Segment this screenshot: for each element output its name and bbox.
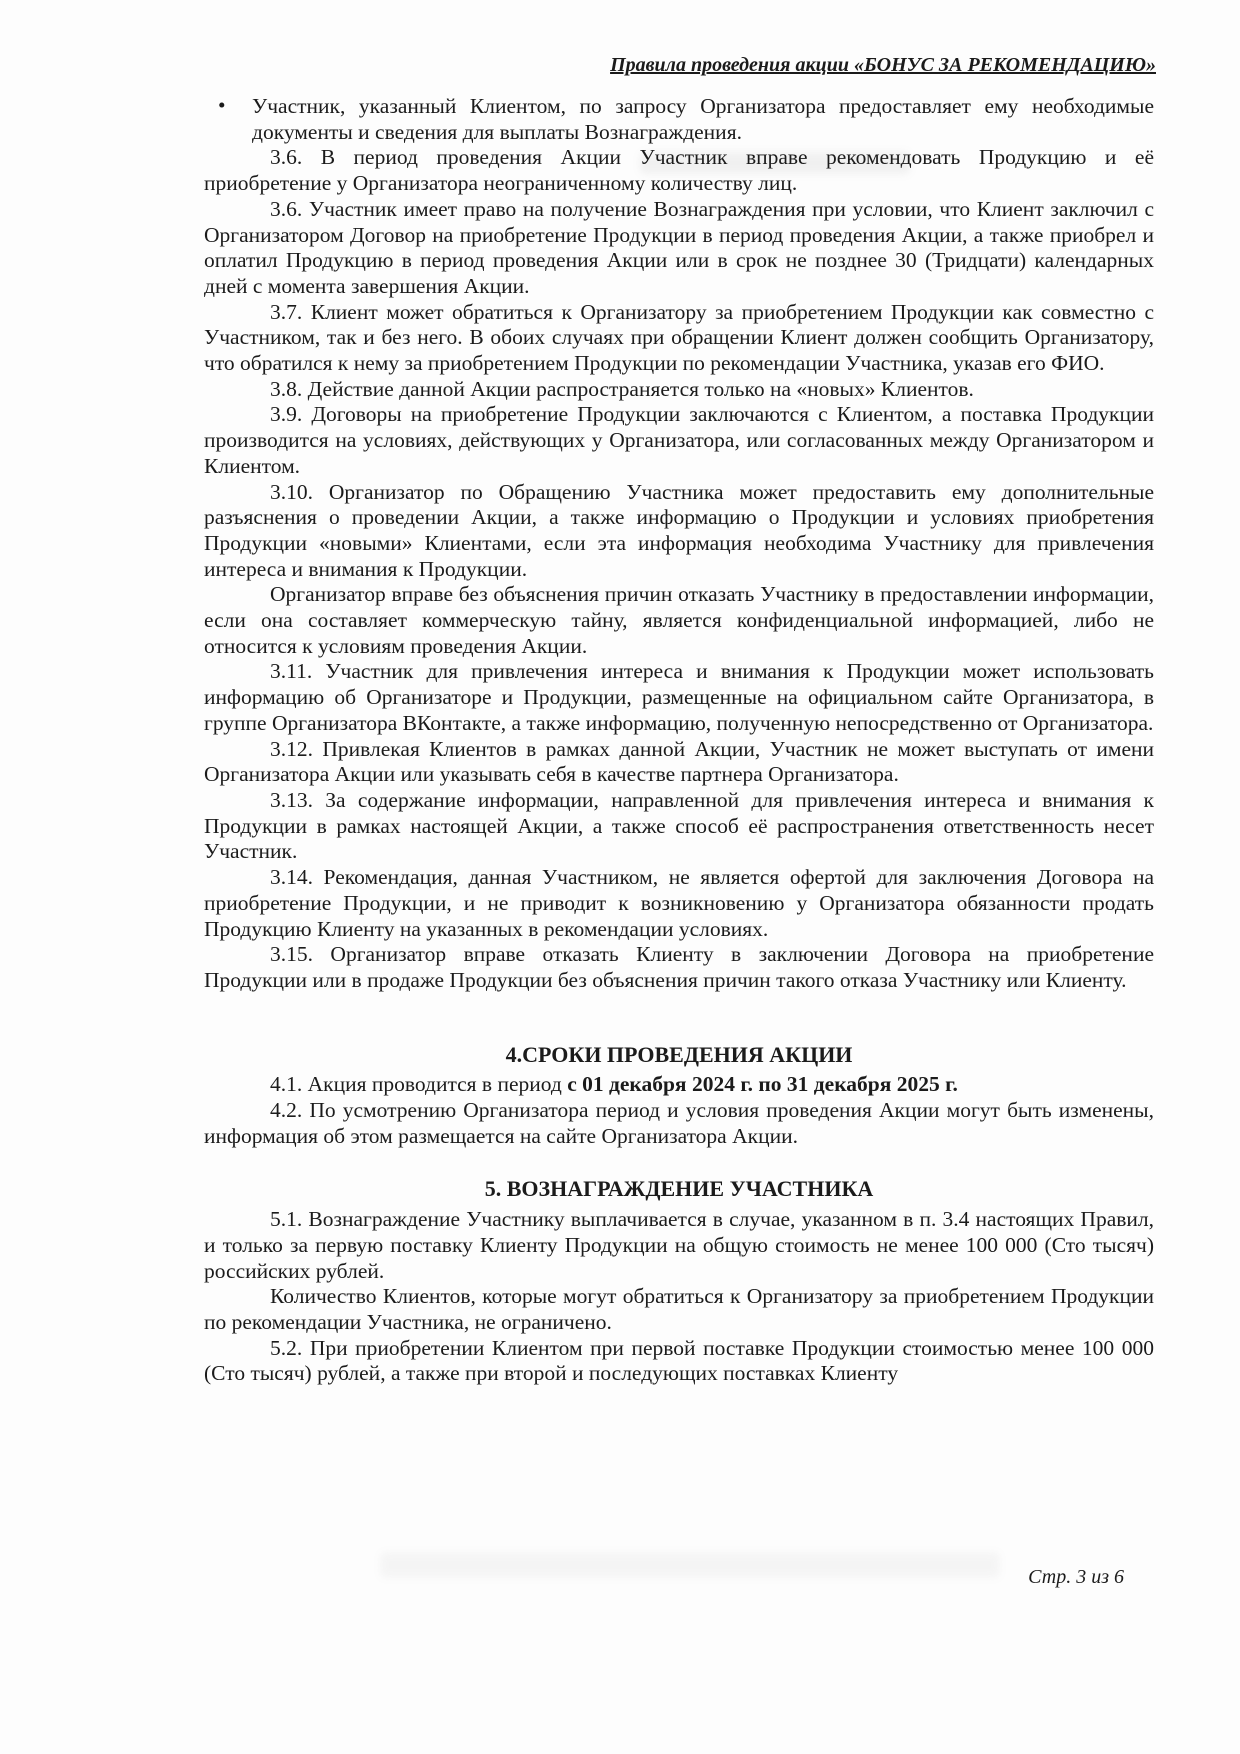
list-item xyxy=(204,94,1154,145)
bullet-icon: • xyxy=(218,93,226,117)
paragraph-3-15: 3.15. Организатор вправе отказать Клиенту в заключении Договора на приобретение Продукции или в продаже Продукции без объяснения причин такого отказа Участнику или Клиенту. xyxy=(204,942,1154,992)
paragraph-3-13: 3.13. За содержание информации, направленной для привлечения интереса и внимания к Продукции в рамках настоящей Акции, а также способ её распространения ответственность несет Участник. xyxy=(204,787,1154,864)
section-5-heading: 5. ВОЗНАГРАЖДЕНИЕ УЧАСТНИКА xyxy=(484,1176,874,1202)
paragraph-4-1-text: 4.1. Акция проводится в период xyxy=(270,1072,568,1097)
page-number: Стр. 3 из 6 xyxy=(1028,1566,1124,1588)
paragraph-5-1-note: Количество Клиентов, которые могут обратиться к Организатору за приобретением Продукции по рекомендации Участника, не ограничено. xyxy=(204,1284,1154,1334)
paragraph-3-6b: 3.6. Участник имеет право на получение Вознаграждения при условии, что Клиент заключил с Организатором Договор на приобретение Продукции в период проведения Акции, а также приобрел и оплатил Продукцию в период проведения Акции или в срок не позднее 30 (Тридцати) календарных дней с момента завершения Акции. xyxy=(204,196,1154,298)
paragraph-3-8: 3.8. Действие данной Акции распространяется только на «новых» Клиентов. xyxy=(270,376,974,401)
paragraph-4-1 xyxy=(204,1072,1154,1098)
paragraph-3-12: 3.12. Привлекая Клиентов в рамках данной Акции, Участник не может выступать от имени Организатора Акции или указывать себя в качестве партнера Организатора. xyxy=(204,736,1154,787)
running-header xyxy=(204,54,1156,77)
paragraph-5-1: 5.1. Вознаграждение Участнику выплачивается в случае, указанном в п. 3.4 настоящих Правил, и только за первую поставку Клиенту Продукции на общую стоимость не менее 100 000 (Сто тысяч) российских рублей. xyxy=(204,1207,1154,1283)
paragraph-3-9: 3.9. Договоры на приобретение Продукции заключаются с Клиентом, а поставка Продукции производится на условиях, действующих у Организатора, или согласованных между Организатором и Клиентом. xyxy=(204,402,1154,478)
paragraph-5-2: 5.2. При приобретении Клиентом при первой поставке Продукции стоимостью менее 100 000 (Сто тысяч) рублей, а также при второй и последующих поставках Клиенту xyxy=(204,1335,1154,1386)
document-body xyxy=(204,94,1154,1387)
running-header-title: Правила проведения акции «БОНУС ЗА РЕКОМЕНДАЦИЮ» xyxy=(610,54,1156,76)
paragraph-3-11: 3.11. Участник для привлечения интереса и внимания к Продукции может использовать информацию об Организаторе и Продукции, размещенные на официальном сайте Организатора, в группе Организатора ВКонтакте, а также информацию, полученную непосредственно от Организатора. xyxy=(204,659,1154,735)
paragraph-3-14: 3.14. Рекомендация, данная Участником, не является офертой для заключения Договора на приобретение Продукции, и не приводит к возникновению у Организатора обязанности продать Продукцию Клиенту на указанных в рекомендации условиях. xyxy=(204,865,1154,941)
paragraph-3-6a: 3.6. В период проведения Акции Участник вправе рекомендовать Продукцию и её приобретение у Организатора неограниченному количеству лиц. xyxy=(204,145,1154,196)
paragraph-4-1-dates: с 01 декабря 2024 г. по 31 декабря 2025 г. xyxy=(567,1072,958,1097)
list-item-text: Участник, указанный Клиентом, по запросу Организатора предоставляет ему необходимые документы и сведения для выплаты Вознаграждения. xyxy=(252,94,1154,144)
section-4-heading: 4.СРОКИ ПРОВЕДЕНИЯ АКЦИИ xyxy=(505,1041,853,1067)
paragraph-3-7: 3.7. Клиент может обратиться к Организатору за приобретением Продукции как совместно с Участником, так и без него. В обоих случаях при обращении Клиент должен сообщить Организатору, что обратился к нему за приобретением Продукции по рекомендации Участника, указав его ФИО. xyxy=(204,299,1154,376)
scan-artifact xyxy=(380,1552,1000,1578)
paragraph-3-10: 3.10. Организатор по Обращению Участника может предоставить ему дополнительные разъяснения о проведении Акции, а также информацию о Продукции и условиях приобретения Продукции «новыми» Клиентами, если эта информация необходима Участнику для привлечения интереса и внимания к Продукции. xyxy=(204,479,1154,581)
paragraph-4-2: 4.2. По усмотрению Организатора период и условия проведения Акции могут быть изменены, информация об этом размещается на сайте Организатора Акции. xyxy=(204,1098,1154,1148)
paragraph-3-10-note: Организатор вправе без объяснения причин отказать Участнику в предоставлении информации, если она составляет коммерческую тайну, является конфиденциальной информацией, либо не относится к условиям проведения Акции. xyxy=(204,582,1154,658)
